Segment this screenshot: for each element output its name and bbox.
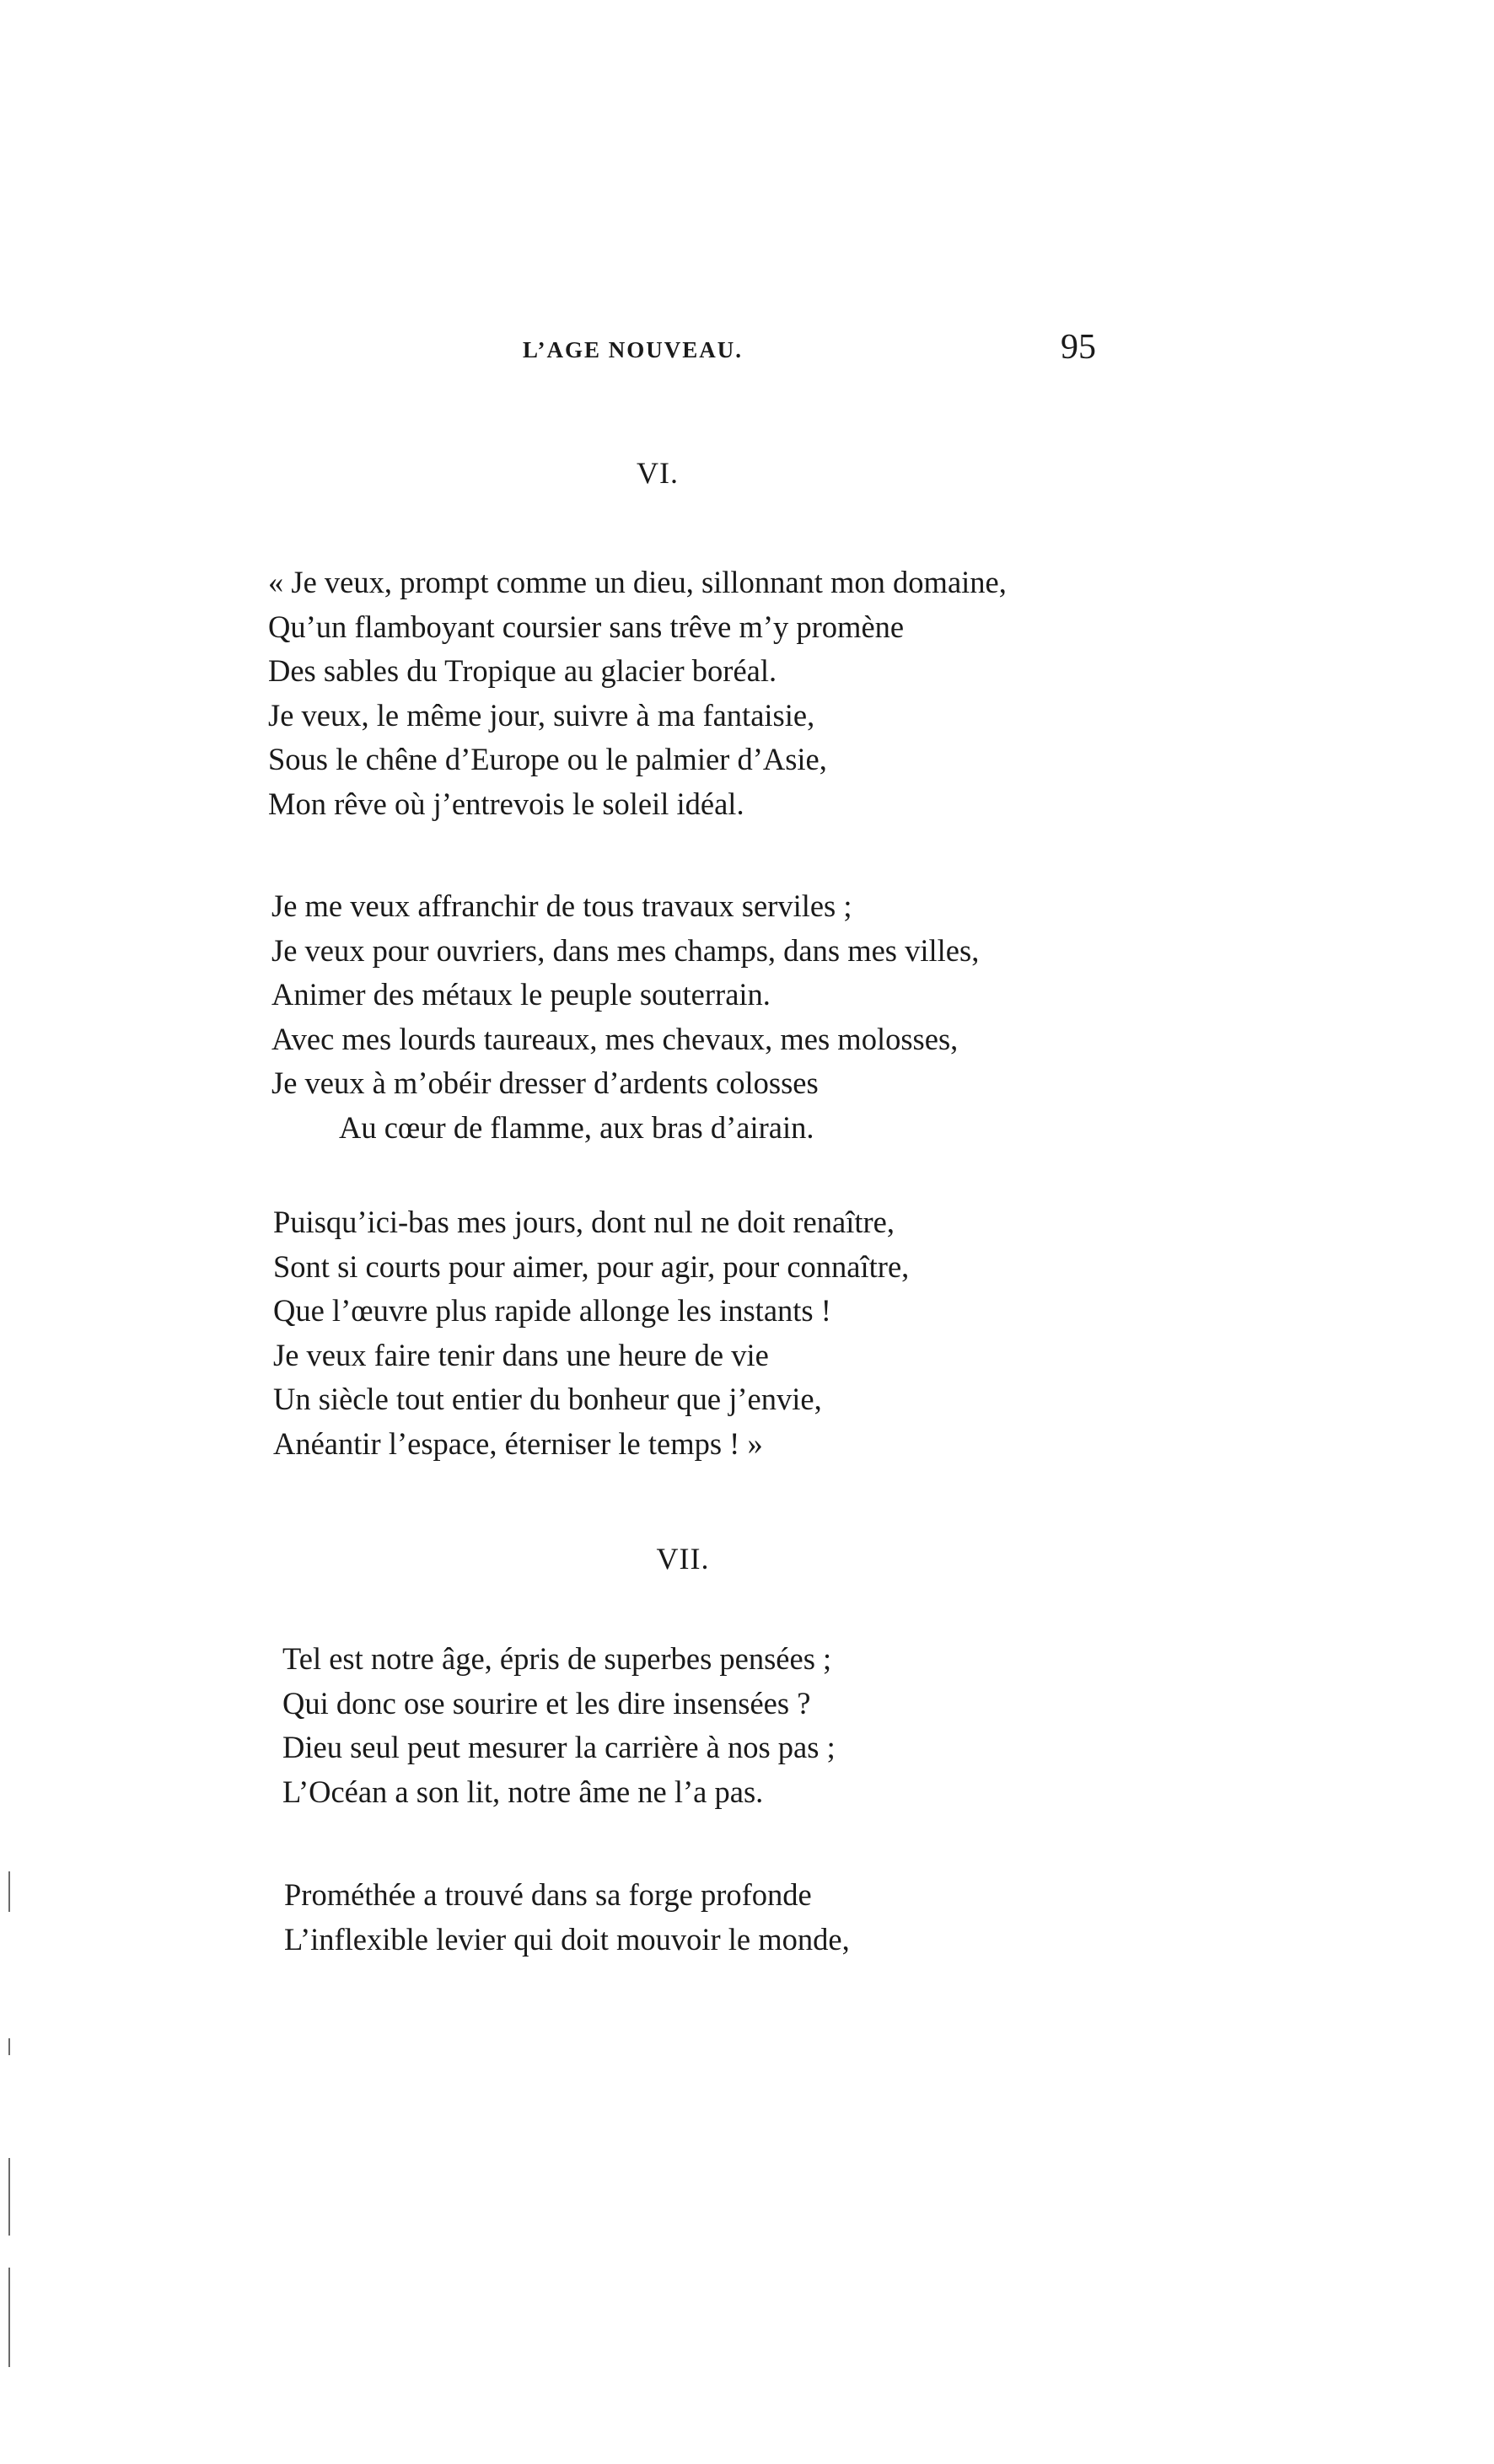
- verse-line: Au cœur de flamme, aux bras d’airain.: [339, 1109, 814, 1145]
- verse-line: Je veux faire tenir dans une heure de vie: [273, 1337, 769, 1372]
- scan-edge-mark: [8, 1871, 10, 1912]
- verse-line: Prométhée a trouvé dans sa forge profonde: [284, 1877, 812, 1912]
- verse-line: Mon rêve où j’entrevois le soleil idéal.: [268, 786, 744, 821]
- verse-line: Un siècle tout entier du bonheur que j’envie,: [273, 1382, 822, 1416]
- verse-line: L’inflexible levier qui doit mouvoir le monde,: [284, 1921, 850, 1957]
- scan-edge-mark: [8, 2268, 10, 2367]
- stanza: [268, 561, 1007, 826]
- stanza: [282, 1637, 836, 1814]
- verse-line: « Je veux, prompt comme un dieu, sillonnant mon domaine,: [268, 565, 1007, 599]
- verse-line: Dieu seul peut mesurer la carrière à nos pas ;: [282, 1730, 836, 1764]
- verse-line: L’Océan a son lit, notre âme ne l’a pas.: [282, 1774, 764, 1809]
- verse-line: Je veux à m’obéir dresser d’ardents colosses: [271, 1066, 819, 1100]
- section-heading-vi: VI.: [637, 456, 679, 490]
- verse-line: Puisqu’ici-bas mes jours, dont nul ne doit renaître,: [273, 1205, 895, 1239]
- verse-line: Sont si courts pour aimer, pour agir, pour connaître,: [273, 1248, 910, 1284]
- verse-line: Qu’un flamboyant coursier sans trêve m’y promène: [268, 609, 905, 644]
- running-title: L’AGE NOUVEAU.: [523, 337, 744, 362]
- scan-edge-mark: [8, 2158, 10, 2236]
- stanza: [271, 884, 979, 1150]
- scan-edge-mark: [8, 2038, 10, 2055]
- verse-line: Tel est notre âge, épris de superbes pensées ;: [282, 1641, 832, 1676]
- stanza: [273, 1200, 909, 1466]
- verse-line: Avec mes lourds taureaux, mes chevaux, mes molosses,: [271, 1021, 959, 1056]
- verse-line: Que l’œuvre plus rapide allonge les instants !: [273, 1293, 831, 1328]
- verse-line: Je veux pour ouvriers, dans mes champs, dans mes villes,: [271, 932, 980, 968]
- verse-line: Qui donc ose sourire et les dire insensées ?: [282, 1685, 811, 1721]
- verse-line: Sous le chêne d’Europe ou le palmier d’Asie,: [268, 742, 827, 776]
- verse-line: Des sables du Tropique au glacier boréal.: [268, 653, 777, 688]
- page-number: 95: [1061, 328, 1096, 367]
- stanza: [284, 1873, 850, 1962]
- verse-line: Je veux, le même jour, suivre à ma fantaisie,: [268, 697, 815, 733]
- section-heading-vii: VII.: [656, 1542, 710, 1576]
- verse-line: Anéantir l’espace, éterniser le temps ! »: [273, 1425, 763, 1461]
- verse-line: Animer des métaux le peuple souterrain.: [271, 977, 771, 1012]
- verse-line: Je me veux affranchir de tous travaux serviles ;: [271, 888, 852, 923]
